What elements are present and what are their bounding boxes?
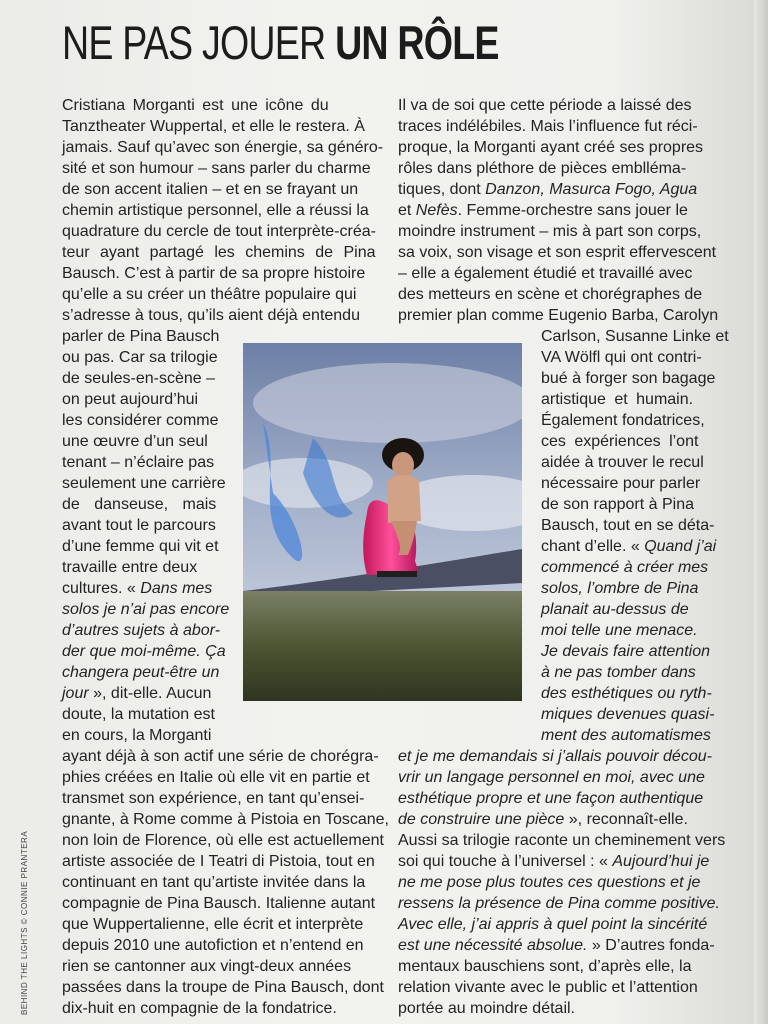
body-line: ou pas. Car sa trilogie [62, 349, 218, 366]
body-line [398, 914, 707, 935]
body-line: mentaux bauschiens sont, d’après elle, la [398, 958, 692, 975]
body-line: on peut aujourd’hui [62, 391, 199, 408]
text-run: tiques, dont [398, 181, 486, 198]
body-line: rien se cantonner aux vingt-deux années [62, 958, 352, 975]
body-line: Également fondatrices, [541, 412, 705, 429]
article-title [62, 14, 499, 72]
body-line: passées dans la troupe de Pina Bausch, dont [62, 979, 384, 996]
quote-run: vrir un langage personnel en moi, avec une [398, 769, 705, 786]
body-line: gnante, à Rome comme à Pistoia en Toscane, [62, 811, 389, 828]
article-photo [243, 343, 522, 701]
body-line [62, 683, 211, 704]
body-line: aidée à trouver le recul [541, 454, 704, 471]
body-line: Cristiana Morganti est une icône du [62, 97, 329, 114]
body-line [541, 536, 716, 557]
body-line [398, 851, 709, 872]
body-line [541, 662, 696, 683]
text-run: cultures. « [62, 580, 141, 597]
quote-run: jour [62, 685, 89, 702]
quote-run: Quand j’ai [644, 538, 717, 555]
works-run: Nefès [415, 202, 458, 219]
body-line [62, 620, 220, 641]
body-line: chemin artistique personnel, elle a réussi la [62, 202, 369, 219]
body-line: rôles dans pléthore de pièces emblléma- [398, 160, 687, 177]
body-line: s’adresse à tous, qu’ils aient déjà entendu [62, 307, 360, 324]
body-line: transmet son expérience, en tant qu’ensei- [62, 790, 365, 807]
body-line: quadrature du cercle de tout interprète-créa- [62, 223, 376, 240]
body-line: sité et son humour – sans parler du charme [62, 160, 371, 177]
quote-run: ne me pose plus toutes ces questions et je [398, 874, 701, 891]
body-line: compagnie de Pina Bausch. Italienne autant [62, 895, 376, 912]
body-line: que Wuppertalienne, elle écrit et interprète [62, 916, 364, 933]
works-run: Danzon, Masurca Fogo, Agua [485, 181, 698, 198]
text-run: . Femme-orchestre sans jouer le [457, 202, 688, 219]
body-line: relation vivante avec le public et l’attention [398, 979, 698, 996]
text-run: soi qui touche à l’universel : « [398, 853, 613, 870]
body-line: VA Wölfl qui ont contri- [541, 349, 702, 366]
body-line [541, 599, 689, 620]
body-line: tenant – n’éclaire pas [62, 454, 215, 471]
body-line [398, 746, 712, 767]
quote-run: solos je n’ai pas encore [62, 601, 230, 618]
body-line: dix-huit en compagnie de la fondatrice. [62, 1000, 337, 1017]
body-line [541, 641, 710, 662]
text-run: », dit-elle. Aucun [88, 685, 212, 702]
photo-illustration [243, 343, 522, 701]
quote-run: moi telle une menace. [541, 622, 698, 639]
body-line [541, 725, 711, 746]
text-run: et [398, 202, 416, 219]
text-run: », reconnaît-elle. [564, 811, 688, 828]
body-line: continuant en tant qu’artiste invitée dans la [62, 874, 366, 891]
body-line: doute, la mutation est [62, 706, 215, 723]
body-line: non loin de Florence, où elle est actuellement [62, 832, 384, 849]
body-line: premier plan comme Eugenio Barba, Carolyn [398, 307, 719, 324]
body-line [398, 809, 688, 830]
body-line: ces expériences l’ont [541, 433, 699, 450]
body-line [398, 200, 688, 221]
body-line [62, 578, 212, 599]
text-run: » D’autres fonda- [587, 937, 715, 954]
quote-run: est une nécessité absolue. [398, 937, 588, 954]
body-line: Bausch, tout en se déta- [541, 517, 715, 534]
body-line: qu’elle a su créer un théâtre populaire qui [62, 286, 357, 303]
body-line [541, 620, 698, 641]
body-line: avant tout le parcours [62, 517, 216, 534]
body-line: jamais. Sauf qu’avec son énergie, sa généro- [62, 139, 384, 156]
body-line: teur ayant partagé les chemins de Pina [62, 244, 376, 261]
body-line: Aussi sa trilogie raconte un cheminement vers [398, 832, 726, 849]
body-line [62, 662, 219, 683]
body-line: – elle a également étudié et travaillé avec [398, 265, 693, 282]
quote-run: changera peut-être un [62, 664, 220, 681]
body-line [398, 179, 697, 200]
quote-run: der que moi-même. Ça [62, 643, 226, 660]
body-line [398, 935, 715, 956]
body-line: Il va de soi que cette période a laissé des [398, 97, 692, 114]
body-line: de son rapport à Pina [541, 496, 694, 513]
body-line: moindre instrument – mis à part son corps, [398, 223, 702, 240]
body-line [62, 599, 229, 620]
body-line [62, 641, 226, 662]
photo-credit: BEHIND THE LIGHTS © CONNIE PRANTERA [20, 830, 29, 1015]
quote-run: et je me demandais si j’allais pouvoir décou- [398, 748, 712, 765]
quote-run: Je devais faire attention [541, 643, 710, 660]
body-line [541, 578, 698, 599]
text-run: chant d’elle. « [541, 538, 645, 555]
quote-run: ressens la présence de Pina comme positive. [398, 895, 720, 912]
body-line: artiste associée de I Teatri di Pistoia, tout en [62, 853, 375, 870]
quote-run: Avec elle, j’ai appris à quel point la sincérité [398, 916, 708, 933]
body-line: travaille entre deux [62, 559, 198, 576]
body-line [398, 893, 720, 914]
body-line: de seules-en-scène – [62, 370, 215, 387]
quote-run: à ne pas tomber dans [541, 664, 696, 681]
title-bold: UN RÔLE [335, 16, 499, 69]
body-line: les considérer comme [62, 412, 219, 429]
body-line [398, 872, 700, 893]
quote-run: Dans mes [140, 580, 213, 597]
body-line: Tanztheater Wuppertal, et elle le restera. À [62, 118, 365, 135]
body-line: des metteurs en scène et chorégraphes de [398, 286, 703, 303]
quote-run: miques devenues quasi- [541, 706, 715, 723]
page-edge [754, 0, 768, 1024]
quote-run: solos, l’ombre de Pina [541, 580, 699, 597]
body-line: parler de Pina Bausch [62, 328, 220, 345]
body-line [398, 788, 703, 809]
body-line: Bausch. C’est à partir de sa propre histoire [62, 265, 366, 282]
body-line: Carlson, Susanne Linke et [541, 328, 729, 345]
body-line: de danseuse, mais [62, 496, 217, 513]
quote-run: planait au-dessus de [541, 601, 689, 618]
body-line [541, 704, 714, 725]
body-line: traces indélébiles. Mais l’influence fut réci- [398, 118, 698, 135]
body-line [398, 767, 705, 788]
body-line: seulement une carrière [62, 475, 226, 492]
body-line: ayant déjà à son actif une série de chorégra- [62, 748, 379, 765]
body-line: phies créées en Italie où elle vit en partie et [62, 769, 370, 786]
body-line: portée au moindre détail. [398, 1000, 575, 1017]
body-line: d’une femme qui vit et [62, 538, 219, 555]
body-line: depuis 2010 une autofiction et n’entend en [62, 937, 364, 954]
body-line [541, 557, 708, 578]
body-line: de son accent italien – et en se frayant un [62, 181, 359, 198]
quote-run: esthétique propre et une façon authentique [398, 790, 704, 807]
body-line: sa voix, son visage et son esprit effervescent [398, 244, 717, 261]
quote-run: commencé à créer mes [541, 559, 709, 576]
quote-run: d’autres sujets à abor- [62, 622, 221, 639]
title-light: NE PAS JOUER [62, 16, 326, 69]
body-line: en cours, la Morganti [62, 727, 212, 744]
body-line: bué à forger son bagage [541, 370, 716, 387]
quote-run: Aujourd’hui je [612, 853, 710, 870]
body-line: artistique et humain. [541, 391, 694, 408]
body-line: proque, la Morganti ayant créé ses propres [398, 139, 704, 156]
quote-run: de construire une pièce [398, 811, 565, 828]
quote-run: des esthétiques ou ryth- [541, 685, 712, 702]
body-line [541, 683, 712, 704]
body-line: une œuvre d’un seul [62, 433, 208, 450]
quote-run: ment des automatismes [541, 727, 711, 744]
body-line: nécessaire pour parler [541, 475, 701, 492]
